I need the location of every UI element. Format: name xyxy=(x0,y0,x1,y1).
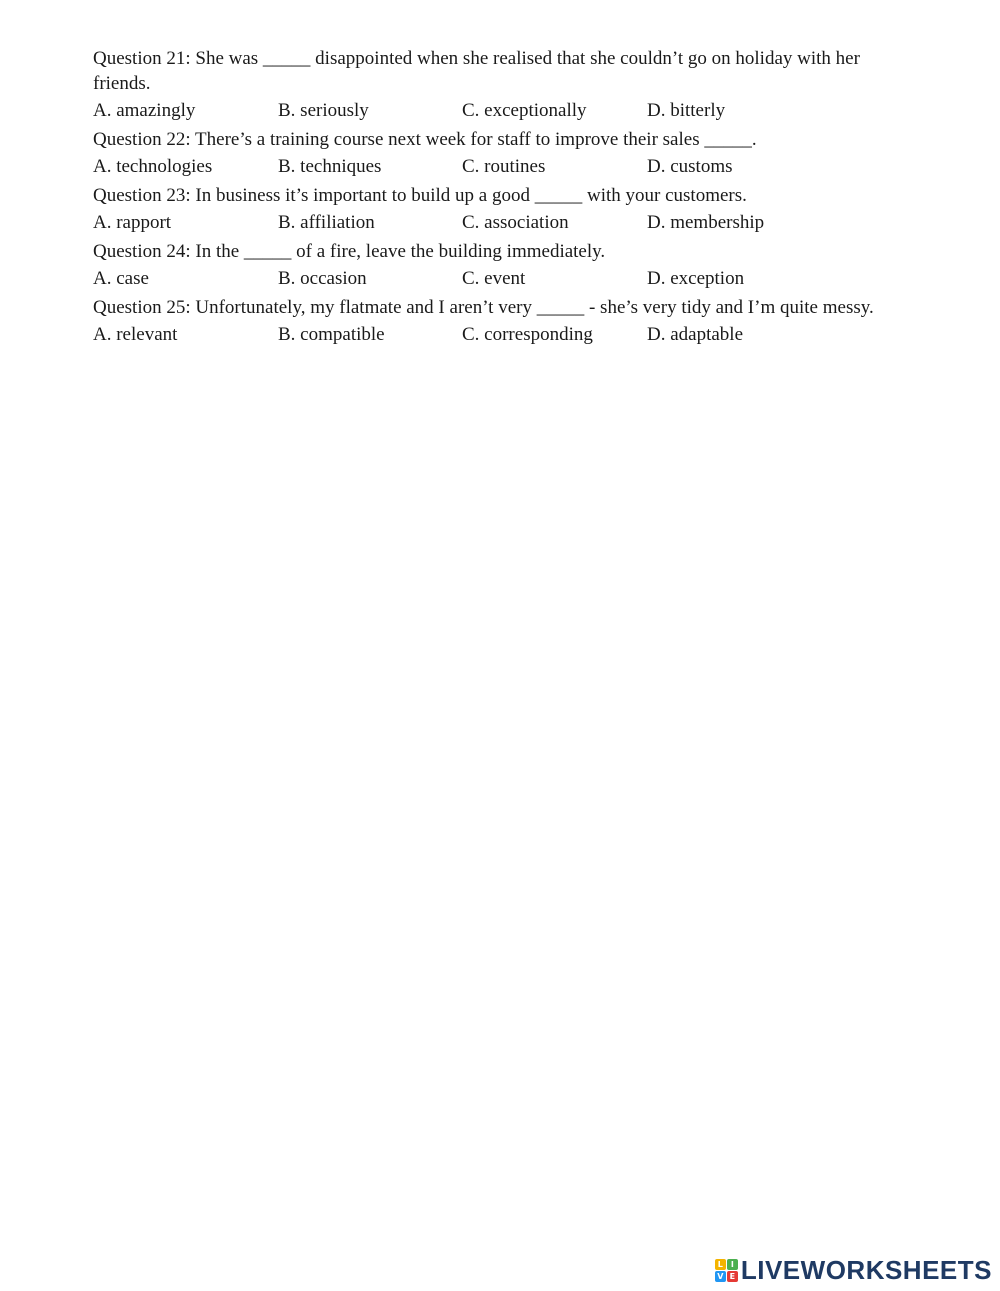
option-d: D. customs xyxy=(647,156,733,177)
question-text: Question 22: There’s a training course next week for staff to improve their sales _____. xyxy=(93,129,757,150)
liveworksheets-logo-icon xyxy=(715,1259,738,1282)
option-c: C. event xyxy=(462,268,526,289)
option-d: D. bitterly xyxy=(647,100,726,121)
question-24 xyxy=(93,237,913,293)
option-a: A. amazingly xyxy=(93,100,196,121)
worksheet xyxy=(93,44,913,349)
answer-options xyxy=(93,265,913,293)
question-text: Question 24: In the _____ of a fire, leave the building immediately. xyxy=(93,241,606,262)
option-a: A. rapport xyxy=(93,212,172,233)
logo-tile-e: E xyxy=(727,1271,738,1282)
answer-options xyxy=(93,209,913,237)
option-c: C. exceptionally xyxy=(462,100,587,121)
option-a: A. relevant xyxy=(93,324,178,345)
question-25 xyxy=(93,293,913,349)
option-c: C. association xyxy=(462,212,569,233)
option-b: B. occasion xyxy=(278,268,367,289)
option-a: A. technologies xyxy=(93,156,213,177)
option-c: C. routines xyxy=(462,156,546,177)
option-d: D. membership xyxy=(647,212,765,233)
option-c: C. corresponding xyxy=(462,324,593,345)
option-b: B. techniques xyxy=(278,156,382,177)
option-a: A. case xyxy=(93,268,149,289)
liveworksheets-logo xyxy=(715,1257,992,1283)
answer-options xyxy=(93,321,913,349)
option-b: B. affiliation xyxy=(278,212,375,233)
logo-tile-v: V xyxy=(715,1271,726,1282)
answer-options xyxy=(93,97,913,125)
question-22 xyxy=(93,125,913,181)
answer-options xyxy=(93,153,913,181)
option-d: D. exception xyxy=(647,268,745,289)
option-b: B. seriously xyxy=(278,100,369,121)
question-text: Question 25: Unfortunately, my flatmate and I aren’t very _____ - she’s very tidy and I’m quite messy. xyxy=(93,297,874,318)
logo-tile-i: I xyxy=(727,1259,738,1270)
question-23 xyxy=(93,181,913,237)
logo-tile-l: L xyxy=(715,1259,726,1270)
liveworksheets-logo-text: LIVEWORKSHEETS xyxy=(740,1255,992,1285)
question-21 xyxy=(93,44,913,125)
option-d: D. adaptable xyxy=(647,324,744,345)
question-text: Question 23: In business it’s important to build up a good _____ with your customers. xyxy=(93,185,747,206)
option-b: B. compatible xyxy=(278,324,385,345)
question-text: Question 21: She was _____ disappointed when she realised that she couldn’t go on holiday with her friends. xyxy=(93,48,860,94)
